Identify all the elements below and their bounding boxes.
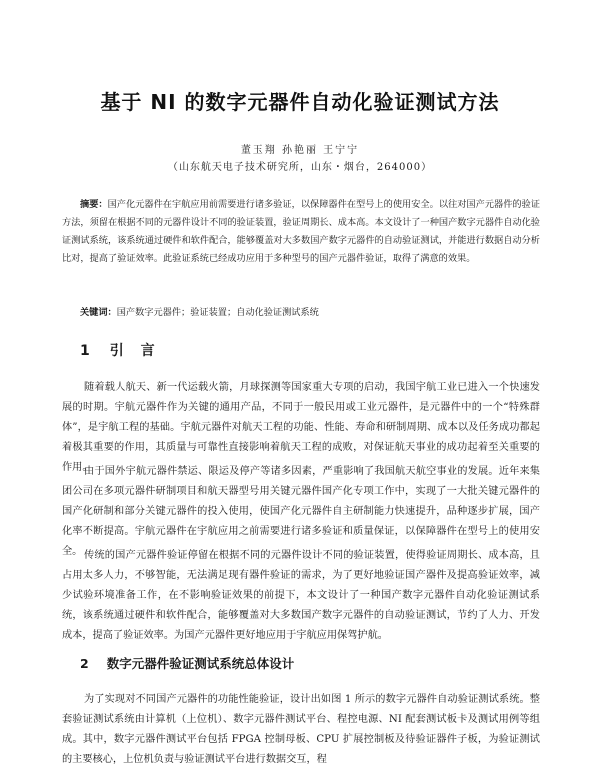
abstract-label: 摘要： — [80, 199, 108, 210]
section-2-paragraph-1: 为了实现对不同国产元器件的功能性能验证，设计出如图 1 所示的数字元器件自动验证测试系统。整套验证测试系统由计算机（上位机）、数字元器件测试平台、程控电源、NI 配套测试板卡及测试用例等组成。其中，数字元器件测试平台包括 FPGA 控制母板、CPU 扩展控制板及待验证器件子板，为验证测试的主要核心，上位机负责与验证测试平台进行数据交互，程 — [62, 694, 540, 765]
section-1-paragraph-3: 传统的国产元器件验证停留在根据不同的元器件设计不同的验证装置，使得验证周期长、成本高，且占用太多人力，不够智能，无法满足现有器件验证的需求，为了更好地验证国产器件及提高验证效率，减少试验环境准备工作，在不影响验证效果的前提下，本文设计了一种国产数字元器件自动化验证测试系统，该系统通过硬件和软件配合，能够覆盖对大多数国产数字元器件的自动验证测试，节约了人力、开发成本，提高了验证效率。为国产元器件更好地应用于宇航应用保驾护航。 — [62, 550, 540, 641]
section-1-paragraph-1: 随着载人航天、新一代运载火箭，月球探测等国家重大专项的启动，我国宇航工业已进入一个快速发展的时期。宇航元器件作为关键的通用产品，不同于一般民用或工业元器件，是元器件中的一个“特殊群体”，是宇航工程的基础。宇航元器件对航天工程的功能、性能、寿命和研制周期、成本以及任务成功都起着极其重要的作用，其质量与可靠性直接影响着航天工程的成败，对保证航天事业的成功起着至关重要的作用。 — [62, 382, 540, 473]
abstract — [62, 196, 540, 268]
author-list: 董玉翔 孙艳丽 王宁宁 — [240, 145, 360, 156]
affiliation: （山东航天电子技术研究所，山东・烟台，264000） — [167, 162, 433, 173]
keywords-text: 国产数字元器件；验证装置；自动化验证测试系统 — [116, 307, 319, 318]
section-1-heading — [80, 340, 161, 360]
section-2-heading — [80, 654, 294, 672]
section-2-number: 2 — [80, 656, 89, 671]
abstract-text: 国产化元器件在宇航应用前需要进行诸多验证，以保障器件在型号上的使用安全。以往对国产元器件的验证方法，须留在根据不同的元器件设计不同的验证装置，验证周期长、成本高。本文设计了一种国产数字元器件自动化验证测试系统，该系统通过硬件和软件配合，能够覆盖对大多数国产数字元器件的自动验证测试，并能进行数据自动分析比对，提高了验证效率。此验证系统已经成功应用于多种型号的国产元器件验证，取得了满意的效果。 — [62, 199, 541, 264]
keywords — [80, 305, 540, 321]
keywords-label: 关键词： — [80, 307, 117, 318]
section-1-title: 引 言 — [109, 343, 161, 359]
section-1-paragraph-2: 由于国外宇航元器件禁运、限运及停产等诸多因素，严重影响了我国航天航空事业的发展。近年来集团公司在多项元器件研制项目和航天器型号用关键元器件国产化专项工作中，实现了一大批关键元器件的国产化研制和部分关键元器件的投入使用，使国产化元器件自主研制能力快速提升，品种逐步扩展，国产化率不断提高。宇航元器件在宇航应用之前需要进行诸多验证和质量保证，以保障器件在型号上的使用安全。 — [62, 466, 540, 557]
paper-title: 基于 NI 的数字元器件自动化验证测试方法 — [100, 90, 500, 114]
section-2-title: 数字元器件验证测试系统总体设计 — [106, 656, 295, 671]
section-1-number: 1 — [80, 343, 96, 359]
